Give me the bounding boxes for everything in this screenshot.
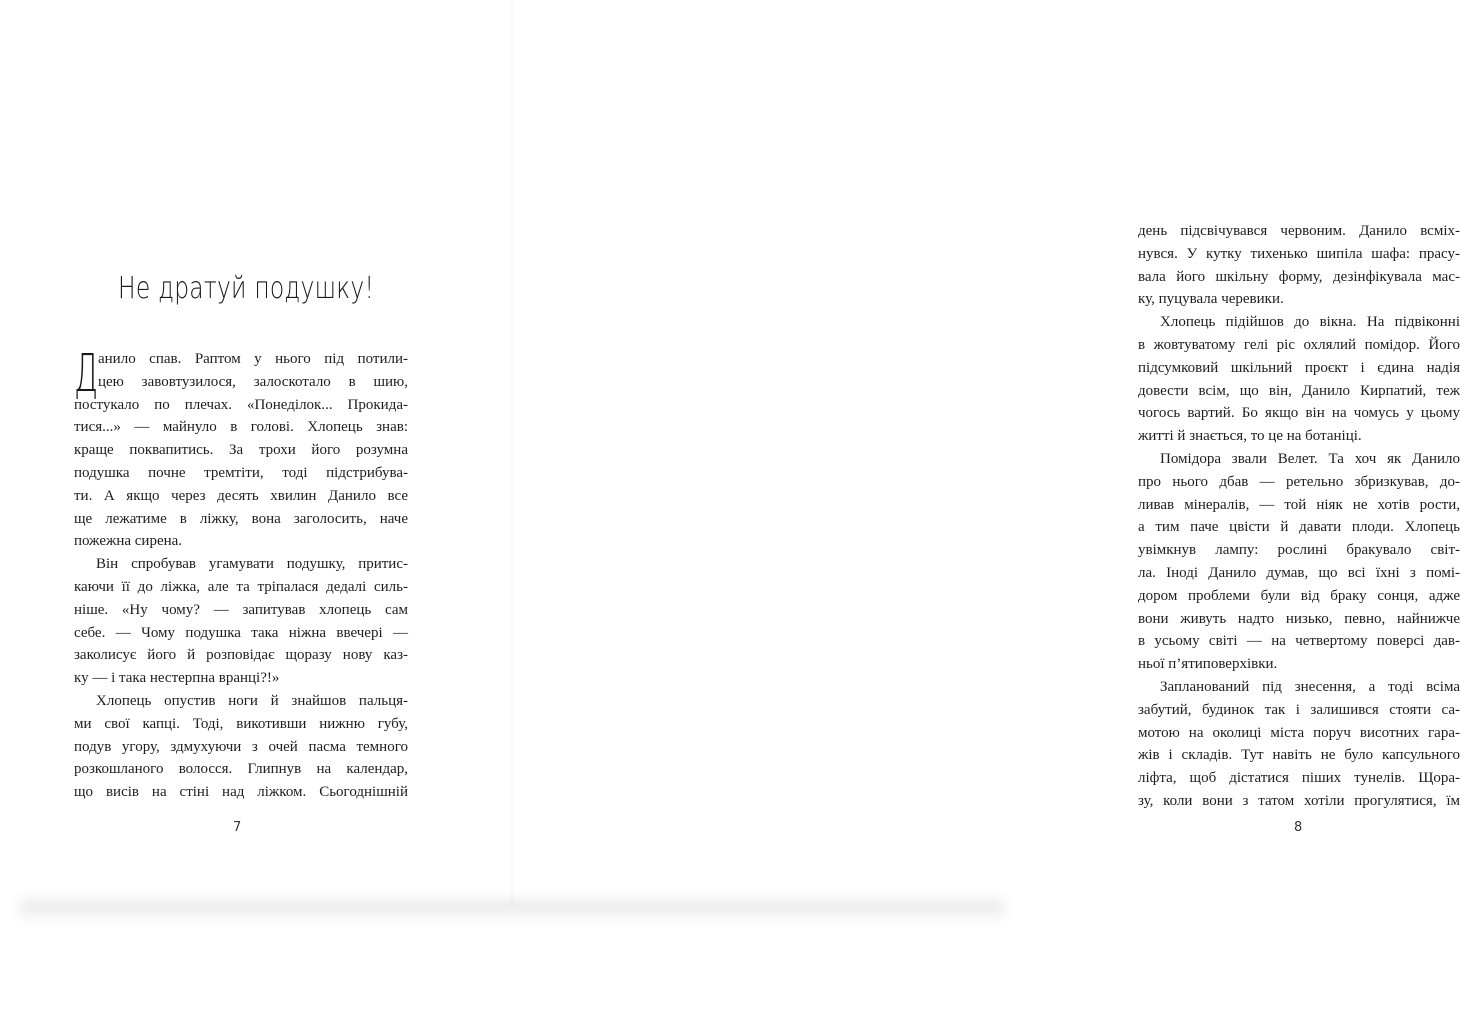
text-line: що висів на стіні над ліжком. Сьогоднішній bbox=[74, 784, 408, 801]
text-line: житті й знається, то це на ботаніці. bbox=[1138, 428, 1362, 445]
text-line: в усьому світі — на четвертому поверсі дав- bbox=[1138, 633, 1460, 650]
text-line: Помідора звали Велет. Та хоч як Данило bbox=[1160, 450, 1460, 467]
text-line: ливав мінералів, — той ніяк не хотів рости, bbox=[1138, 496, 1460, 513]
text-line: забутий, будинок так і залишився стояти са- bbox=[1138, 701, 1460, 718]
text-line: вони живуть надто низько, певно, найнижче bbox=[1138, 610, 1460, 627]
text-line: Хлопець підійшов до вікна. На підвіконні bbox=[1160, 314, 1460, 331]
text-line: себе. — Чому подушка така ніжна ввечері — bbox=[74, 624, 408, 641]
text-line: ніше. «Ну чому? — запитував хлопець сам bbox=[74, 601, 408, 618]
text-line: вала його шкільну форму, дезінфікувала мас- bbox=[1138, 268, 1460, 285]
text-line: анило спав. Раптом у нього під потили- bbox=[98, 351, 408, 367]
text-line: в жовтуватому гелі ріс охлялий помідор. Його bbox=[1138, 336, 1460, 353]
text-line: увімкнув лампу: рослині бракувало світ- bbox=[1138, 542, 1460, 559]
text-line: мотою на околиці міста поруч висотних гара- bbox=[1138, 724, 1460, 741]
text-line: ми свої капці. Тоді, викотивши нижню губу, bbox=[74, 715, 408, 732]
text-line: день підсвічувався червоним. Данило всміх- bbox=[1138, 223, 1460, 239]
right-page-text bbox=[1138, 220, 1460, 813]
text-line: підсумковий шкільний проєкт і єдина надія bbox=[1138, 359, 1460, 376]
drop-cap-letter: Д bbox=[74, 344, 99, 404]
chapter-title: Не дратуй подушку! bbox=[118, 271, 375, 306]
text-line: нувся. У кутку тихенько шипіла шафа: прасу- bbox=[1138, 245, 1460, 262]
left-page-text bbox=[74, 344, 408, 804]
text-line: каючи її до ліжка, але та тріпалася дедалі силь- bbox=[74, 578, 408, 595]
right-page bbox=[512, 0, 1460, 905]
text-line: тися...» — майнуло в голові. Хлопець знав: bbox=[74, 419, 408, 436]
text-line: а тим паче цвісти й давати плоди. Хлопець bbox=[1138, 519, 1460, 536]
text-line: пожежна сирена. bbox=[74, 533, 183, 550]
text-line: Він спробував угамувати подушку, притис- bbox=[96, 556, 408, 573]
text-line: дором проблеми були від браку сонця, адже bbox=[1138, 587, 1460, 604]
text-line: зу, коли вони з татом хотіли прогулятися, їм bbox=[1138, 792, 1460, 809]
text-line: заколисує його й розповідає щоразу нову каз- bbox=[74, 647, 408, 664]
text-line: ще лежатиме в ліжку, вона заголосить, наче bbox=[74, 510, 408, 527]
text-line: жів і складів. Тут навіть не було капсульного bbox=[1138, 747, 1460, 764]
text-line: чогось вартий. Бо якщо він на чомусь у цьому bbox=[1138, 405, 1460, 422]
book-bottom-shadow bbox=[20, 900, 1004, 924]
text-line: ти. А якщо через десять хвилин Данило все bbox=[74, 487, 408, 504]
text-line: ліфта, щоб дістатися піших тунелів. Щора- bbox=[1138, 770, 1460, 787]
page-number: 7 bbox=[233, 820, 242, 835]
text-line: цею завовтузилося, залоскотало в шию, bbox=[98, 373, 408, 390]
text-line: ку, пуцувала черевики. bbox=[1138, 291, 1284, 308]
page-number: 8 bbox=[1294, 820, 1303, 835]
text-line: довести всім, що він, Данило Кирпатий, теж bbox=[1138, 382, 1460, 399]
text-line: розкошланого волосся. Глипнув на календар, bbox=[74, 761, 408, 778]
text-line: Хлопець опустив ноги й знайшов пальця- bbox=[96, 692, 408, 709]
text-line: ку — і така нестерпна вранці?!» bbox=[74, 670, 280, 687]
text-line: ла. Іноді Данило думав, що всі їхні з помі- bbox=[1138, 564, 1460, 581]
text-line: про нього дбав — ретельно збризкував, до- bbox=[1138, 473, 1460, 490]
text-line: подув угору, здмухуючи з очей пасма темного bbox=[74, 738, 408, 755]
text-line: Запланований під знесення, а тоді всіма bbox=[1160, 678, 1460, 695]
text-line: краще поквапитись. За трохи його розумна bbox=[74, 442, 408, 459]
text-line: ньої п’ятиповерхівки. bbox=[1138, 656, 1278, 673]
left-page bbox=[0, 0, 512, 905]
text-line: подушка почне тремтіти, тоді підстрибува- bbox=[74, 464, 408, 481]
text-line: постукало по плечах. «Понеділок... Прокида- bbox=[74, 396, 408, 413]
